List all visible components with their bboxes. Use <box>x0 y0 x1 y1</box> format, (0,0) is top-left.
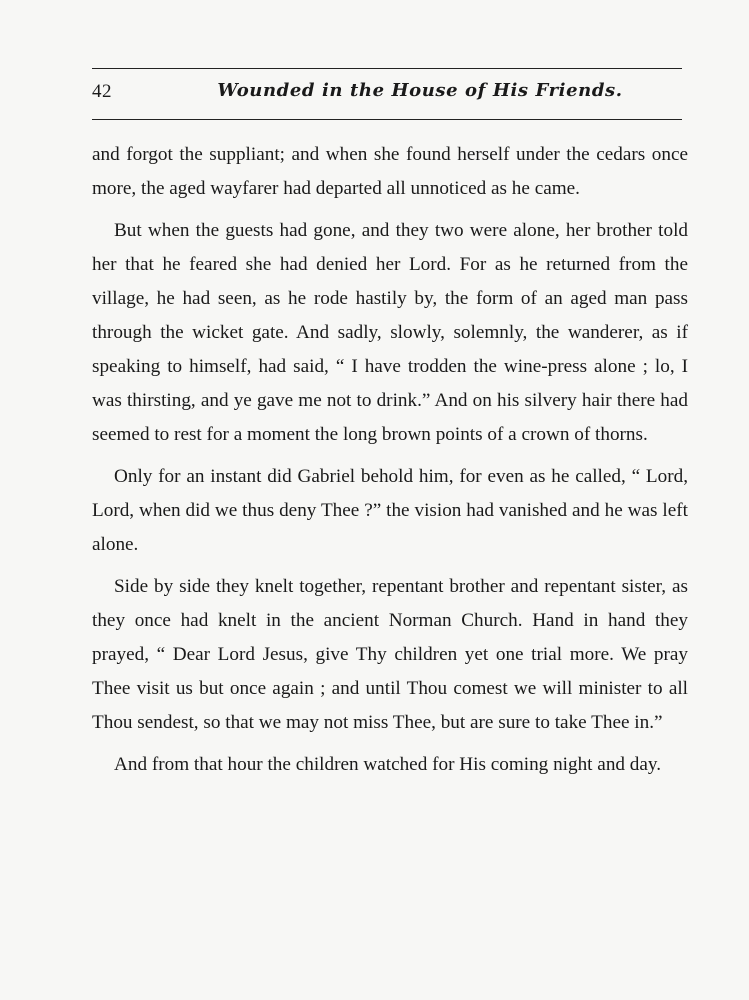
header-top-rule <box>92 68 682 69</box>
paragraph: And from that hour the children watched for His coming night and day. <box>114 754 662 775</box>
page-header <box>92 80 682 110</box>
paragraph: Side by side they knelt together, repentant brother and repentant sister, as they once had knelt in the ancient Norman Church. Hand in hand they prayed, “ Dear Lord Jesus, give Thy children yet one trial more. We pray Thee visit us but once again ; and until Thou comest we will minister to all Thou sendest, so that we may not miss Thee, but are sure to take Thee in.” <box>92 576 688 733</box>
running-title: Wounded in the House of His Friends. <box>217 80 623 101</box>
page-number: 42 <box>92 81 112 102</box>
header-bottom-rule <box>92 119 682 120</box>
paragraph: and forgot the suppliant; and when she found herself under the cedars once more, the aged wayfarer had departed all unnoticed as he came. <box>92 144 688 199</box>
body-text <box>92 138 688 790</box>
paragraph: But when the guests had gone, and they two were alone, her brother told her that he feared she had denied her Lord. For as he returned from the village, he had seen, as he rode hastily by, the form of an aged man pass through the wicket gate. And sadly, slowly, solemnly, the wanderer, as if speaking to himself, had said, “ I have trodden the wine-press alone ; lo, I was thirsting, and ye gave me not to drink.” And on his silvery hair there had seemed to rest for a moment the long brown points of a crown of thorns. <box>92 220 688 445</box>
paragraph: Only for an instant did Gabriel behold him, for even as he called, “ Lord, Lord, when did we thus deny Thee ?” the vision had vanished and he was left alone. <box>92 466 688 555</box>
